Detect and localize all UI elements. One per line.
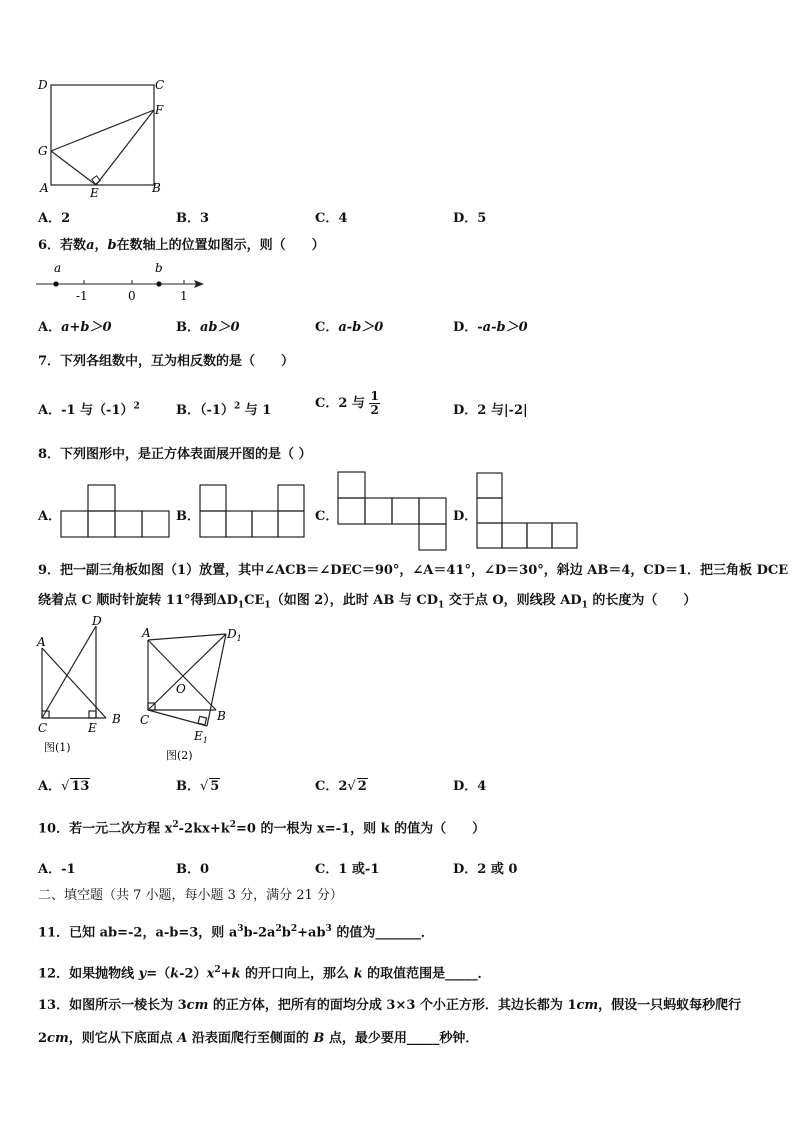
q6-option-a[interactable]: A．a+b＞0	[38, 320, 112, 335]
q9-figure-1	[34, 612, 130, 760]
q5-option-c[interactable]: C．4	[315, 211, 348, 226]
q9-figure-2	[136, 620, 246, 768]
q8-net-a[interactable]	[60, 484, 172, 540]
q8-option-c-label[interactable]: C．	[315, 509, 339, 524]
q9-stem-line2: 绕着点 C 顺时针旋转 11°得到$\Delta D_1CE_1$（如图 2），此时 AB 与 $CD_1$ 交于点 O，则线段 $AD_1$ 的长度为（ ）	[38, 593, 697, 611]
q8-option-d-label[interactable]: D．	[453, 509, 478, 524]
fig2-label-B: B	[217, 709, 226, 723]
fig1-label-A: A	[37, 635, 46, 649]
q5-option-a[interactable]: A．2	[38, 211, 71, 226]
q8-net-b[interactable]	[199, 484, 309, 540]
point-b-dot	[156, 281, 161, 286]
q8-option-a-label[interactable]: A．	[38, 509, 62, 524]
tick-label-0: 0	[128, 289, 136, 303]
label-A: A	[40, 181, 49, 195]
tick-label-1: 1	[180, 289, 188, 303]
q13-stem-line1: 13．如图所示一棱长为 3cm 的正方体，把所有的面均分成 3×3 个小正方形．其边长都为 1cm，假设一只蚂蚁每秒爬行	[38, 998, 742, 1013]
sqrt-sign: √	[61, 779, 70, 794]
q10-option-c[interactable]: C．1 或-1	[315, 862, 380, 877]
q10-option-b[interactable]: B．0	[176, 862, 210, 877]
fig2-label-D1: $D_1$	[227, 627, 242, 643]
q9-option-c[interactable]: C．2√ 2	[315, 779, 367, 794]
q7-option-a[interactable]: A．-1 与$(-1)^2$	[38, 401, 140, 418]
q5-option-d[interactable]: D．5	[453, 211, 487, 226]
point-b-label: b	[155, 261, 163, 275]
q8-net-d[interactable]	[476, 472, 580, 552]
q9-option-d[interactable]: D．4	[453, 779, 487, 794]
fraction-one-half: $\frac{1}{2}$	[370, 389, 379, 417]
q7-option-c[interactable]: C．2 与 $\frac{1}{2}$	[315, 389, 379, 417]
tick-label-neg1: -1	[76, 289, 88, 303]
fig1-label-E: E	[88, 721, 97, 735]
q7-stem: 7．下列各组数中，互为相反数的是（ ）	[38, 354, 295, 369]
q13-stem-line2: 2cm，则它从下底面点 A 沿表面爬行至侧面的 B 点，最少要用_____秒钟．	[38, 1031, 479, 1046]
fig2-caption: 图(2)	[166, 749, 193, 762]
q6-stem: 6．若数a，b在数轴上的位置如图示，则（ ）	[38, 238, 325, 253]
label-C: C	[155, 78, 165, 92]
number-line	[36, 258, 211, 304]
fig1-label-B: B	[112, 712, 121, 726]
q8-stem: 8．下列图形中，是正方体表面展开图的是（ ）	[38, 447, 312, 462]
point-a-label: a	[54, 261, 62, 275]
label-B: B	[152, 181, 161, 195]
q9-option-a[interactable]: A．√ 13	[38, 779, 90, 794]
q6-option-d[interactable]: D．-a-b＞0	[453, 320, 528, 335]
q9-stem-line1: 9．把一副三角板如图（1）放置，其中∠ACB＝∠DEC＝90°，∠A＝41°，∠D＝30°，斜边 AB＝4，CD＝1．把三角板 DCE	[38, 563, 789, 578]
q11-stem: 11．已知 ab=-2，a-b=3，则 $a^3b-2a^2b^2+ab^3$ 的值为_______．	[38, 924, 434, 941]
q7-option-b[interactable]: B．$(-1)^2$ 与 1	[176, 401, 272, 418]
q9-option-b[interactable]: B．√ 5	[176, 779, 220, 794]
fig2-label-C: C	[140, 713, 150, 727]
fig1-label-D: D	[92, 614, 102, 628]
label-G: G	[38, 144, 48, 158]
q12-stem: 12．如果抛物线 $y=(k-2)x^2+k$ 的开口向上，那么 k 的取值范围是_____．	[38, 965, 491, 982]
fig1-caption: 图(1)	[44, 741, 71, 754]
sqrt-sign: √	[200, 779, 209, 794]
fig2-label-O: O	[176, 682, 186, 696]
fig2-label-E1: $E_1$	[194, 729, 208, 745]
fig1-label-C: C	[38, 721, 48, 735]
q8-net-c[interactable]	[337, 471, 451, 551]
q10-stem: 10．若一元二次方程 $x^2-2kx+k^2=0$ 的一根为 x=-1，则 k 的值为（ ）	[38, 820, 486, 837]
q6-option-c[interactable]: C．a-b＞0	[315, 320, 384, 335]
q8-option-b-label[interactable]: B．	[176, 509, 200, 524]
q10-option-d[interactable]: D．2 或 0	[453, 862, 518, 877]
q6-option-b[interactable]: B．ab＞0	[176, 320, 240, 335]
point-a-dot	[53, 281, 58, 286]
section-heading: 二、填空题（共 7 小题，每小题 3 分，满分 21 分）	[38, 888, 343, 903]
label-D: D	[38, 78, 48, 92]
q5-option-b[interactable]: B．3	[176, 211, 210, 226]
label-E: E	[90, 186, 99, 200]
q5-square-figure	[30, 74, 170, 200]
sqrt-sign: √	[347, 779, 356, 794]
q10-option-a[interactable]: A．-1	[38, 862, 76, 877]
q7-option-d[interactable]: D．2 与|-2|	[453, 403, 528, 418]
label-F: F	[155, 103, 164, 117]
fig2-label-A: A	[142, 626, 151, 640]
